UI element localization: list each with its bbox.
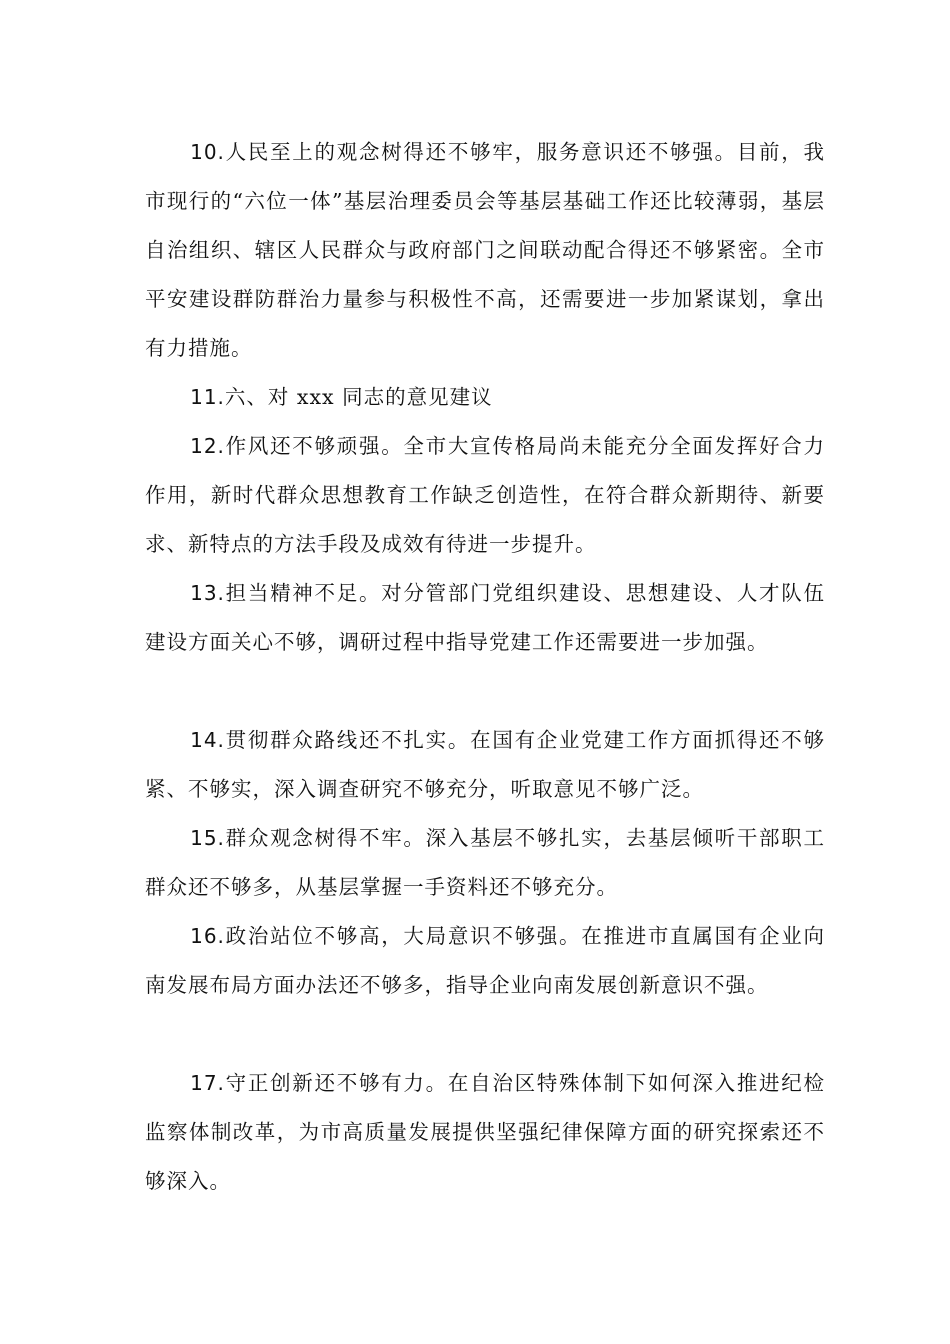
paragraph-number: 12.: [190, 434, 225, 458]
paragraph-10: [145, 128, 825, 373]
paragraph-17: [145, 1059, 825, 1206]
paragraph-text: 政治站位不够高，大局意识不够强。在推进市直属国有企业向南发展布局方面办法还不够多，指导企业向南发展创新意识不强。: [145, 924, 825, 997]
paragraph-14: [145, 716, 825, 814]
paragraph-number: 17.: [190, 1071, 225, 1095]
paragraph-13: [145, 569, 825, 667]
paragraph-text: 群众观念树得不牢。深入基层不够扎实，去基层倾听干部职工群众还不够多，从基层掌握一手资料还不够充分。: [145, 826, 825, 899]
paragraph-text: 贯彻群众路线还不扎实。在国有企业党建工作方面抓得还不够紧、不够实，深入调查研究不够充分，听取意见不够广泛。: [145, 728, 825, 801]
document-body: [145, 128, 825, 1206]
paragraph-text: 六、对 xxx 同志的意见建议: [224, 385, 493, 409]
paragraph-text: 担当精神不足。对分管部门党组织建设、思想建设、人才队伍建设方面关心不够，调研过程中指导党建工作还需要进一步加强。: [145, 581, 825, 654]
paragraph-number: 16.: [190, 924, 225, 948]
paragraph-11: [145, 373, 825, 422]
paragraph-number: 15.: [190, 826, 225, 850]
paragraph-15: [145, 814, 825, 912]
paragraph-text: 人民至上的观念树得还不够牢，服务意识还不够强。目前，我市现行的“六位一体”基层治理委员会等基层基础工作还比较薄弱，基层自治组织、辖区人民群众与政府部门之间联动配合得还不够紧密。全市平安建设群防群治力量参与积极性不高，还需要进一步加紧谋划，拿出有力措施。: [145, 140, 825, 360]
paragraph-text: 作风还不够顽强。全市大宣传格局尚未能充分全面发挥好合力作用，新时代群众思想教育工作缺乏创造性，在符合群众新期待、新要求、新特点的方法手段及成效有待进一步提升。: [145, 434, 825, 556]
paragraph-number: 14.: [190, 728, 225, 752]
paragraph-text: 守正创新还不够有力。在自治区特殊体制下如何深入推进纪检监察体制改革，为市高质量发展提供坚强纪律保障方面的研究探索还不够深入。: [145, 1071, 825, 1193]
paragraph-12: [145, 422, 825, 569]
paragraph-16: [145, 912, 825, 1010]
paragraph-number: 13.: [190, 581, 225, 605]
paragraph-number: 10.: [190, 140, 225, 164]
paragraph-number: 11.: [190, 385, 225, 409]
